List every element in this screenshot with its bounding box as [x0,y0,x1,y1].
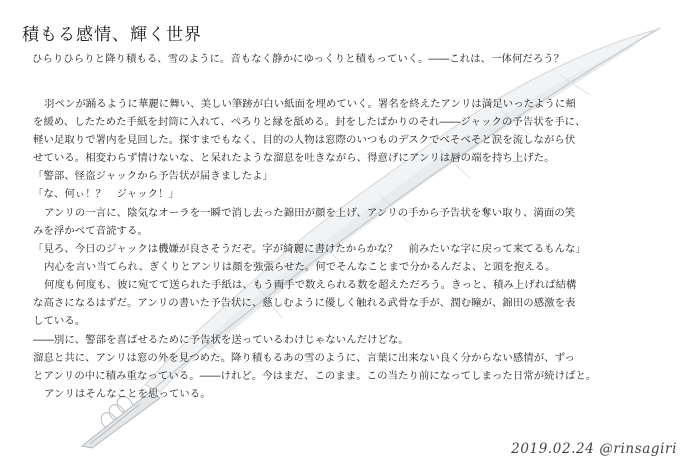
story-title: 積もる感情、輝く世界 [22,25,202,45]
paragraph-line: アンリの一言に、陰気なオーラを一瞬で消し去った錦田が顔を上げ、アンリの手から予告状を奪い取り、満面の笑 [44,207,576,219]
paragraph-line: な高さになるはずだ。アンリの書いた予告状に、慈しむように優しく触れる武骨な手が、潤む瞳が、錦田の感激を表 [33,297,576,309]
quill-nib-slit [90,404,140,444]
date-signature: 2019.02.24 @rinsagiri [511,441,677,457]
dialogue-line: 「な、何ぃ！？ ジャック！」 [33,188,179,200]
paragraph-line: みを浮かべて音読する。 [33,225,148,237]
paragraph-line: している。 [33,315,86,327]
paragraph-line: 内心を言い当てられ、ぎくりとアンリは顔を強張らせた。何でそんなことまで分かるんだよ、と頭を抱える。 [44,261,556,273]
paragraph-line: を緩め、したためた手紙を封筒に入れて、ぺろりと縁を舐める。封をしたばかりのそれ――ジャックの予告状を手に、 [33,116,586,128]
paragraph-line: ひらりひらりと降り積もる、雪のように。音もなく静かにゆっくりと積もっていく。――これは、一体何だろう？ [32,53,565,65]
dialogue-line: 「見ろ、今日のジャックは機嫌が良さそうだぞ。字が綺麗に書けたからかな？ 前みたいな字に戻って来てるもんな」 [33,243,586,255]
paragraph-line: 溜息と共に、アンリは窓の外を見つめた。降り積もるあの雪のように、言葉に出来ない良く分からない感情が、ずっ [33,352,575,364]
paragraph-line: 何度も何度も、彼に宛てて送られた手紙は、もう両手で数えられる数を超えただろう。きっと、積み上げれば結構 [44,279,577,291]
paragraph-line: とアンリの中に積み重なっている。――けれど。今はまだ、このまま。この当たり前になってしまった日常が続けばと。 [33,370,597,382]
paragraph-line: アンリはそんなことを思っている。 [44,388,211,400]
dialogue-line: 「警部、怪盗ジャックから予告状が届きましたよ」 [33,170,273,182]
monologue-line: ――別に、警部を喜ばせるために予告状を送っているわけじゃないんだけどな。 [33,334,409,346]
paragraph-line: 羽ペンが踊るように華麗に舞い、美しい筆跡が白い紙面を埋めていく。署名を終えたアンリは満足いったように頬 [44,98,576,110]
paragraph-line: 軽い足取りで署内を見回した。探すまでもなく、目的の人物は窓際のいつものデスクでべそべそと涙を流しながら伏 [33,134,576,146]
paragraph-line: せている。相変わらず情けないな、と呆れたような溜息を吐きながら、得意げにアンリは唇の端を持ち上げた。 [33,152,555,164]
